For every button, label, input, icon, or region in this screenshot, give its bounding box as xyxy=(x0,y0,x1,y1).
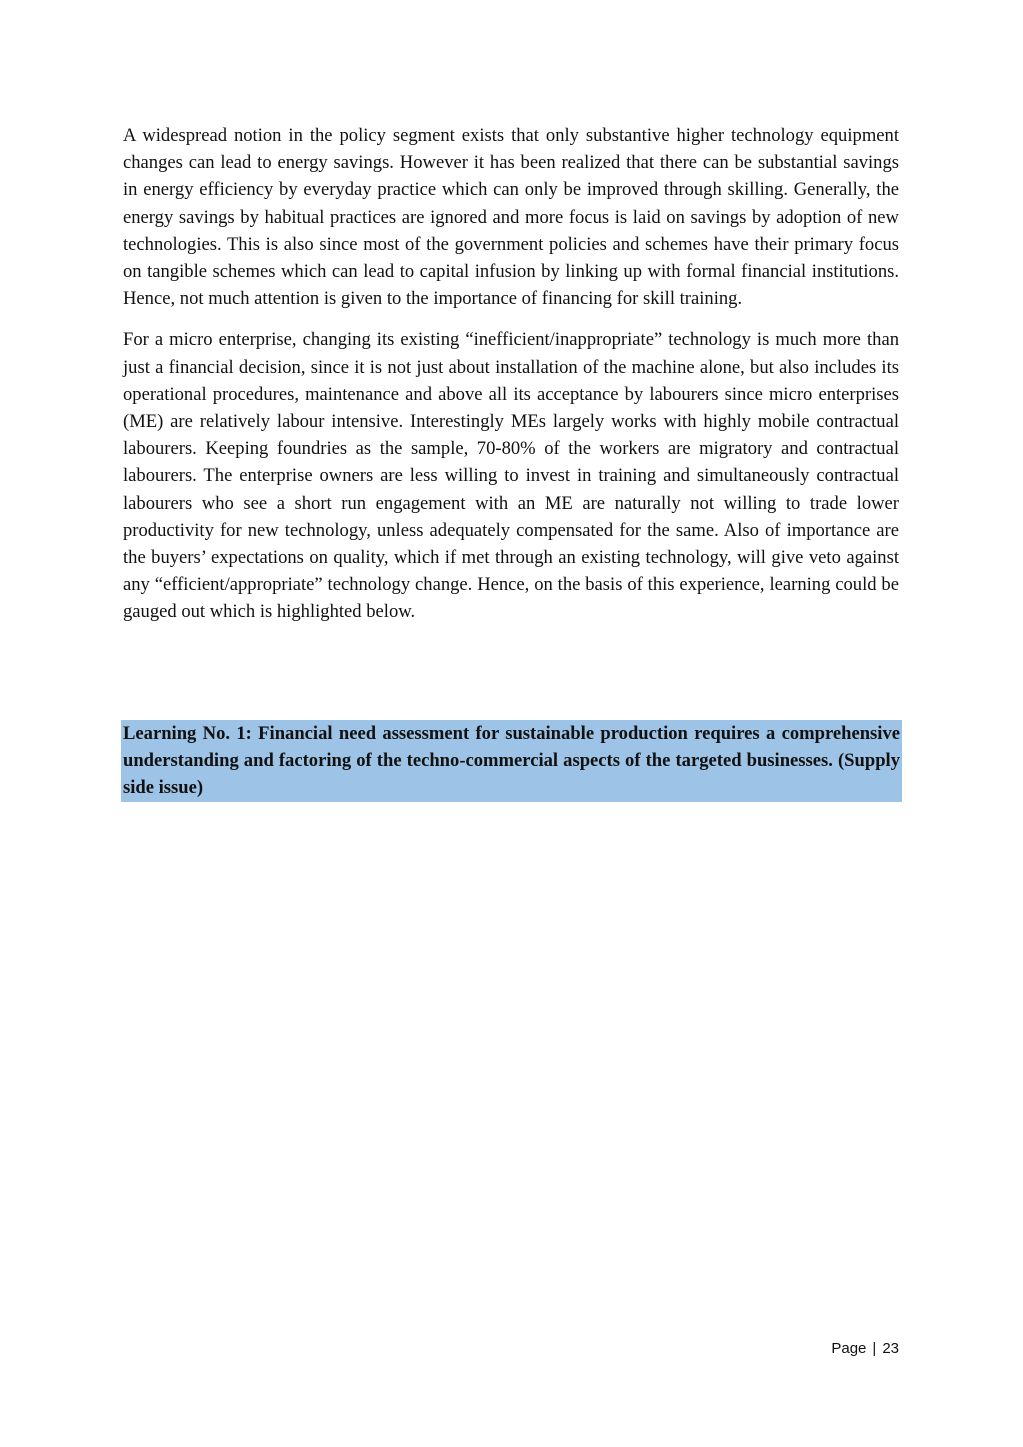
body-text xyxy=(123,122,899,640)
page-footer xyxy=(831,1340,899,1357)
page-label: Page xyxy=(831,1340,867,1357)
learning-highlight-box xyxy=(121,720,902,802)
paragraph-energy-savings: A widespread notion in the policy segment exists that only substantive higher technology equipment changes can lead to energy savings. However it has been realized that there can be substantial savings in energy efficiency by everyday practice which can only be improved through skilling. Generally, the energy savings by habitual practices are ignored and more focus is laid on savings by adoption of new technologies. This is also since most of the government policies and schemes have their primary focus on tangible schemes which can lead to capital infusion by linking up with formal financial institutions. Hence, not much attention is given to the importance of financing for skill training. xyxy=(123,125,899,310)
paragraph-micro-enterprise: For a micro enterprise, changing its existing “inefficient/inappropriate” technology is much more than just a financial decision, since it is not just about installation of the machine alone, but also includes its operational procedures, maintenance and above all its acceptance by labourers since micro enterprises (ME) are relatively labour intensive. Interestingly MEs largely works with highly mobile contractual labourers. Keeping foundries as the sample, 70-80% of the workers are migratory and contractual labourers. The enterprise owners are less willing to invest in training and simultaneously contractual labourers who see a short run engagement with an ME are naturally not willing to trade lower productivity for new technology, unless adequately compensated for the same. Also of importance are the buyers’ expectations on quality, which if met through an existing technology, will give veto against any “efficient/appropriate” technology change. Hence, on the basis of this experience, learning could be gauged out which is highlighted below. xyxy=(123,329,899,623)
learning-text: Learning No. 1: Financial need assessment for sustainable production requires a comprehensive understanding and factoring of the techno-commercial aspects of the targeted businesses. (Supply side issue) xyxy=(123,723,900,799)
page-number: 23 xyxy=(882,1340,899,1357)
page-separator: | xyxy=(872,1340,877,1357)
